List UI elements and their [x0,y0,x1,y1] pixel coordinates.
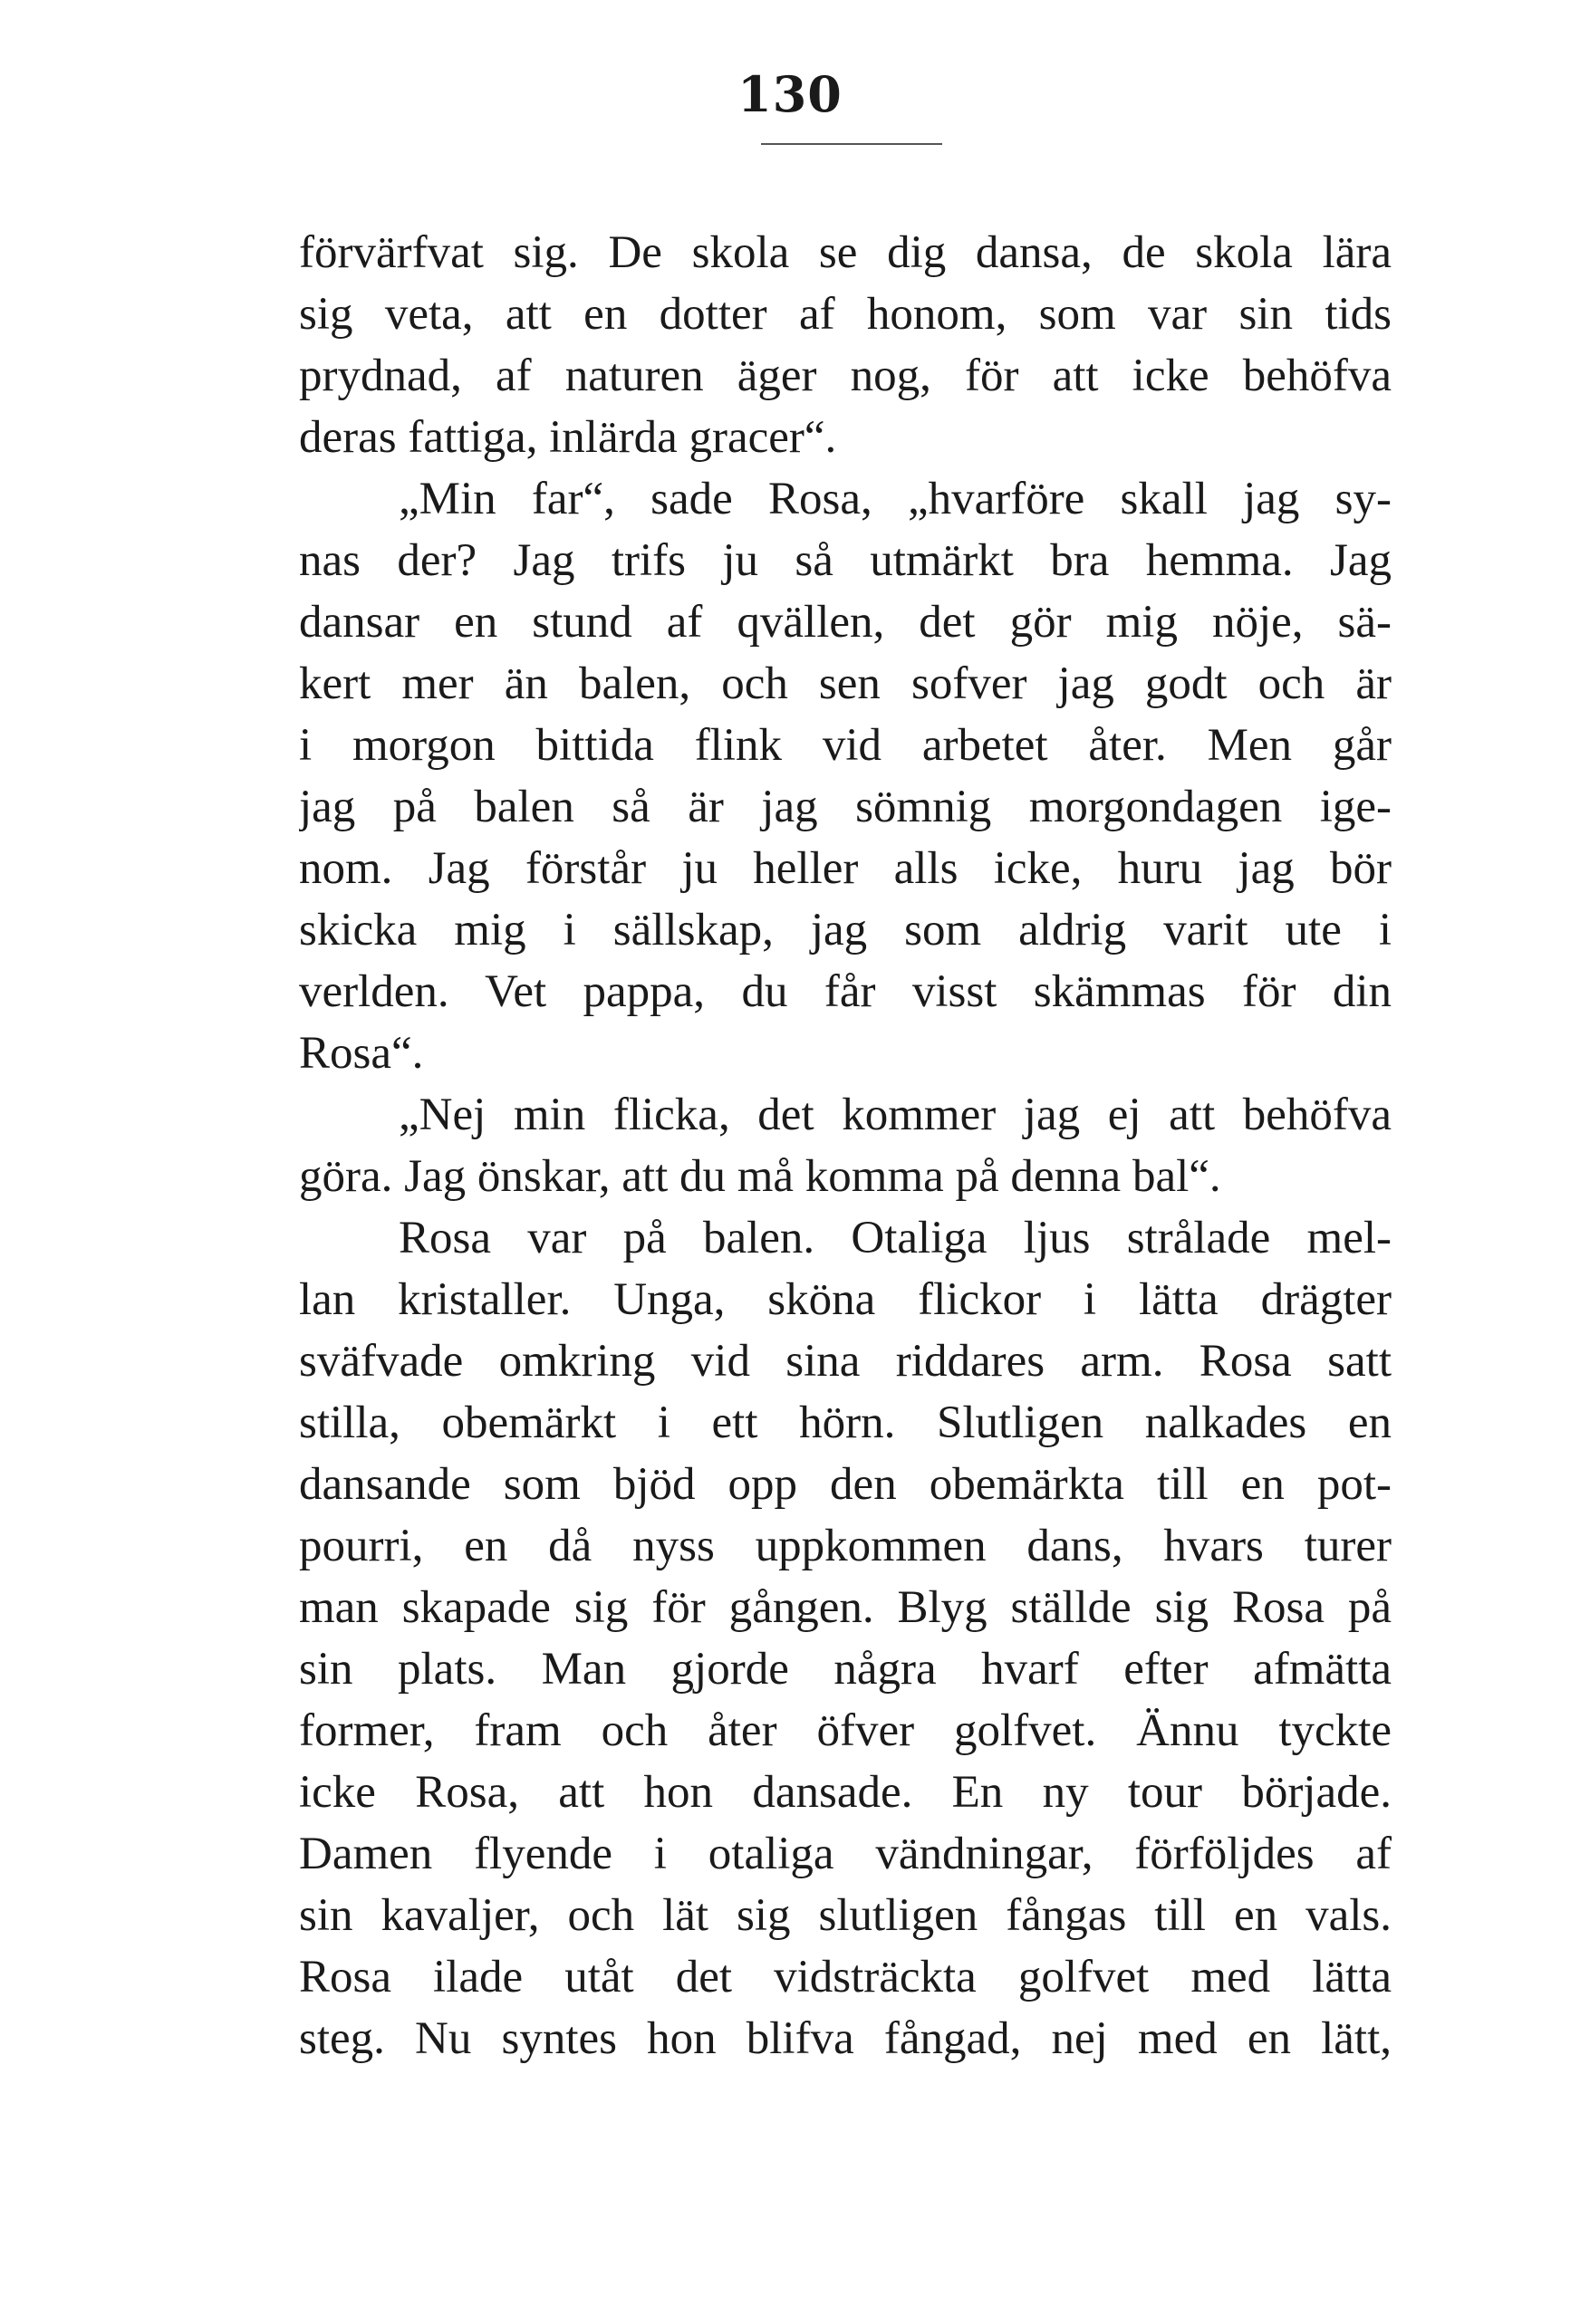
text-line: förvärfvat sig. De skola se dig dansa, de skola lära [299,227,1392,278]
text-line: sin kavaljer, och lät sig slutligen fångas till en vals. [299,1890,1392,1941]
text-line: former, fram och åter öfver golfvet. Ännu tyckte [299,1705,1392,1756]
text-line: skicka mig i sällskap, jag som aldrig varit ute i [299,905,1392,956]
text-line: verlden. Vet pappa, du får visst skämmas för din [299,966,1392,1017]
header-rule [761,143,942,145]
text-line: Rosa var på balen. Otaliga ljus strålade mel- [399,1213,1392,1263]
text-line: dansande som bjöd opp den obemärkta till en pot- [299,1459,1392,1510]
text-line: Damen flyende i otaliga vändningar, förföljdes af [299,1829,1392,1879]
text-line: i morgon bittida flink vid arbetet åter. Men går [299,720,1392,771]
text-line: prydnad, af naturen äger nog, för att icke behöfva [299,351,1392,401]
text-line: deras fattiga, inlärda gracer“. [299,412,837,463]
text-line: icke Rosa, att hon dansade. En ny tour började. [299,1767,1392,1818]
text-line: nom. Jag förstår ju heller alls icke, huru jag bör [299,843,1392,894]
text-line: sin plats. Man gjorde några hvarf efter afmätta [299,1644,1392,1695]
text-line: nas der? Jag trifs ju så utmärkt bra hemma. Jag [299,535,1392,586]
text-line: Rosa“. [299,1028,424,1079]
text-line: sig veta, att en dotter af honom, som var sin tids [299,289,1392,340]
text-line: sväfvade omkring vid sina riddares arm. Rosa satt [299,1336,1392,1387]
text-line: göra. Jag önskar, att du må komma på denna bal“. [299,1151,1221,1202]
text-line: man skapade sig för gången. Blyg ställde sig Rosa på [299,1582,1392,1633]
text-line: Rosa ilade utåt det vidsträckta golfvet med lätta [299,1952,1392,2002]
text-line: kert mer än balen, och sen sofver jag godt och är [299,658,1392,709]
text-line: dansar en stund af qvällen, det gör mig nöje, sä- [299,597,1392,648]
text-line: jag på balen så är jag sömnig morgondagen ige- [299,782,1392,832]
text-line: pourri, en då nyss uppkommen dans, hvars turer [299,1521,1392,1571]
text-line: lan kristaller. Unga, sköna flickor i lätta drägter [299,1274,1392,1325]
text-line: steg. Nu syntes hon blifva fångad, nej med en lätt, [299,2013,1392,2064]
text-line: „Min far“, sade Rosa, „hvarföre skall jag sy- [399,474,1392,524]
body-text [299,222,1392,2070]
text-line: „Nej min flicka, det kommer jag ej att behöfva [399,1090,1392,1140]
text-line: stilla, obemärkt i ett hörn. Slutligen nalkades en [299,1397,1392,1448]
page-number: 130 [737,65,843,123]
